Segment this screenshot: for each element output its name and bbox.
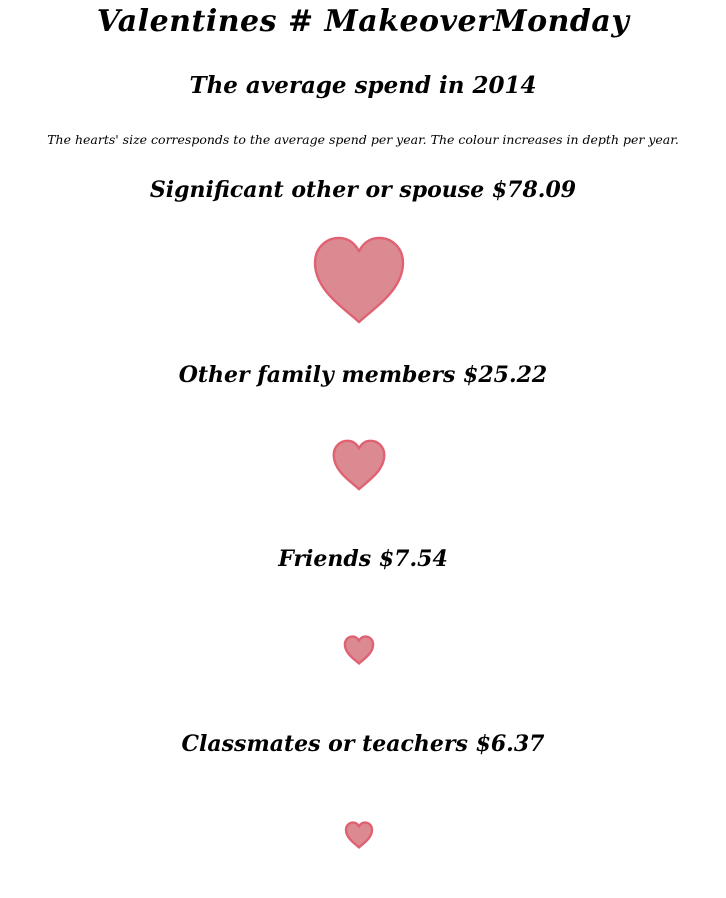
- category-label-friends: [0, 546, 726, 572]
- category-label-classmates: [0, 731, 726, 757]
- category-label-significant-other: [0, 177, 726, 203]
- heart-friends: [345, 637, 373, 664]
- chart-subtitle: The average spend in 2014: [189, 72, 537, 99]
- category-value: $7.54: [378, 546, 448, 572]
- category-name: Other family members: [178, 362, 456, 388]
- category-name: Classmates or teachers: [181, 731, 468, 757]
- heart-classmates: [346, 823, 372, 848]
- heart-other-family: [334, 441, 385, 489]
- category-value: $25.22: [463, 362, 548, 388]
- category-value: $6.37: [475, 731, 545, 757]
- chart-note: The hearts' size corresponds to the average spend per year. The colour increases in depth per year.: [47, 132, 679, 147]
- category-name: Friends: [278, 546, 372, 572]
- category-value: $78.09: [491, 177, 577, 203]
- category-name: Significant other or spouse: [149, 177, 485, 203]
- category-label-other-family: [0, 362, 726, 388]
- chart-title: Valentines # MakeoverMonday: [96, 4, 630, 39]
- heart-significant-other: [315, 238, 403, 322]
